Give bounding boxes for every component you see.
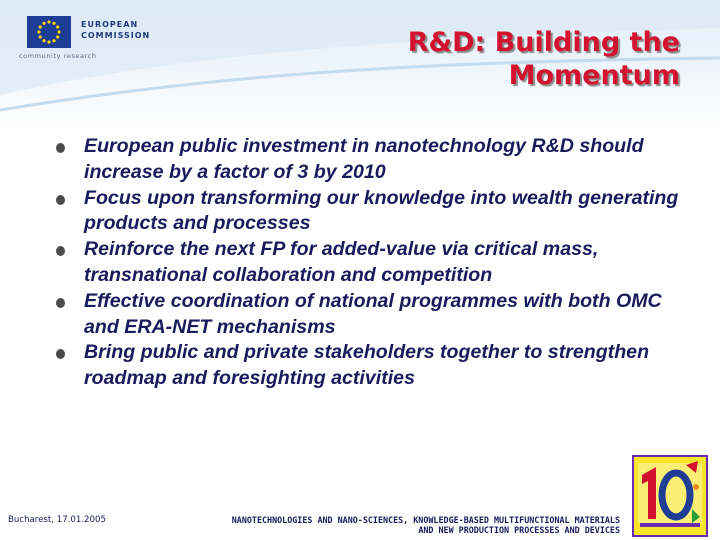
eu-flag-icon <box>27 16 71 48</box>
footer-event-line1: NANOTECHNOLOGIES AND NANO-SCIENCES, KNOWLEDGE-BASED MULTIFUNCTIONAL MATERIALS <box>231 515 620 525</box>
footer-event-title <box>118 515 620 535</box>
bullet-text: Reinforce the next FP for added-value via critical mass, transnational collaboration and competition <box>84 238 599 286</box>
organization-name <box>81 19 171 41</box>
title-line1: R&D: Building the <box>407 27 680 58</box>
bullet-text: Effective coordination of national programmes with both OMC and ERA-NET mechanisms <box>84 289 662 338</box>
footer-event-line2: AND NEW PRODUCTION PROCESSES AND DEVICES <box>418 525 620 535</box>
org-name-line2: COMMISSION <box>81 31 151 40</box>
org-subtitle: community research <box>19 52 97 60</box>
bullet-item <box>54 186 684 238</box>
bullet-dot-icon <box>56 195 65 205</box>
bullet-dot-icon <box>56 143 65 153</box>
bullet-text: Focus upon transforming our knowledge into wealth generating products and processes <box>84 186 679 235</box>
slide-title <box>280 26 680 92</box>
bullet-item <box>54 289 684 341</box>
bullet-item <box>54 237 684 289</box>
conference-emblem-icon <box>632 455 708 537</box>
bullet-item <box>54 134 684 186</box>
org-name-line1: EUROPEAN <box>81 20 139 29</box>
bullet-text: Bring public and private stakeholders together to strengthen roadmap and foresighting activities <box>84 341 650 390</box>
bullet-dot-icon <box>56 349 65 359</box>
title-line2: Momentum <box>508 60 680 91</box>
bullet-dot-icon <box>56 298 65 308</box>
bullet-item <box>54 340 684 392</box>
footer-location-date: Bucharest, 17.01.2005 <box>8 515 106 525</box>
bullet-text: European public investment in nanotechnology R&D should increase by a factor of 3 by 2010 <box>84 135 644 183</box>
bullet-list <box>54 134 684 392</box>
bullet-dot-icon <box>56 246 65 256</box>
